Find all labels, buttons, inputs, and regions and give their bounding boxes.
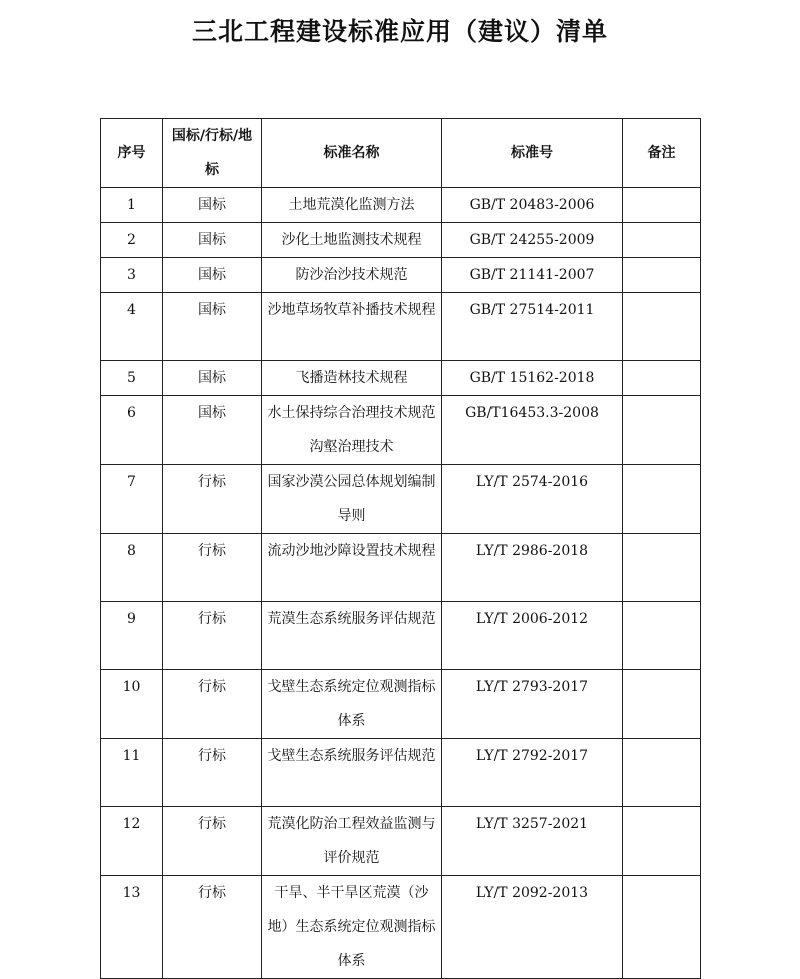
table-row: [101, 293, 701, 361]
row-standard-code: LY/T 2006-2012: [442, 602, 623, 670]
row-standard-level: 行标: [163, 602, 262, 670]
table-row: [101, 258, 701, 293]
table-row: [101, 739, 701, 807]
row-note: [623, 293, 701, 361]
row-number: 3: [101, 258, 163, 293]
row-number: 13: [101, 876, 163, 979]
row-standard-name: 流动沙地沙障设置技术规程: [262, 534, 442, 602]
row-standard-level: 国标: [163, 223, 262, 258]
table-row: [101, 807, 701, 876]
row-standard-level: 国标: [163, 396, 262, 465]
table-row: [101, 602, 701, 670]
row-standard-level: 国标: [163, 258, 262, 293]
row-standard-code: LY/T 2793-2017: [442, 670, 623, 739]
table-row: [101, 876, 701, 979]
table-row: [101, 396, 701, 465]
row-standard-level: 行标: [163, 670, 262, 739]
row-standard-code: LY/T 2986-2018: [442, 534, 623, 602]
row-standard-level: 国标: [163, 293, 262, 361]
row-standard-code: GB/T 20483-2006: [442, 188, 623, 223]
row-standard-name: 荒漠生态系统服务评估规范: [262, 602, 442, 670]
row-standard-code: GB/T 24255-2009: [442, 223, 623, 258]
table-row: [101, 534, 701, 602]
row-standard-name: 沙化土地监测技术规程: [262, 223, 442, 258]
row-number: 7: [101, 465, 163, 534]
row-standard-name: 戈壁生态系统服务评估规范: [262, 739, 442, 807]
row-number: 11: [101, 739, 163, 807]
row-standard-code: LY/T 3257-2021: [442, 807, 623, 876]
row-standard-level: 行标: [163, 807, 262, 876]
row-note: [623, 670, 701, 739]
row-standard-level: 行标: [163, 876, 262, 979]
row-standard-name: 防沙治沙技术规范: [262, 258, 442, 293]
row-number: 6: [101, 396, 163, 465]
row-standard-code: GB/T16453.3-2008: [442, 396, 623, 465]
row-number: 10: [101, 670, 163, 739]
row-note: [623, 534, 701, 602]
row-standard-name: 水土保持综合治理技术规范沟壑治理技术: [262, 396, 442, 465]
table-row: [101, 223, 701, 258]
row-number: 4: [101, 293, 163, 361]
row-number: 8: [101, 534, 163, 602]
row-note: [623, 807, 701, 876]
row-standard-level: 行标: [163, 739, 262, 807]
row-number: 2: [101, 223, 163, 258]
page-title: 三北工程建设标准应用（建议）清单: [191, 17, 608, 46]
row-number: 9: [101, 602, 163, 670]
row-standard-code: LY/T 2092-2013: [442, 876, 623, 979]
table-row: [101, 670, 701, 739]
row-note: [623, 876, 701, 979]
row-note: [623, 602, 701, 670]
row-note: [623, 361, 701, 396]
standards-table: [100, 118, 701, 979]
row-standard-level: 行标: [163, 534, 262, 602]
col-header-name: 标准名称: [262, 119, 442, 188]
row-note: [623, 188, 701, 223]
row-standard-name: 干旱、半干旱区荒漠（沙地）生态系统定位观测指标体系: [262, 876, 442, 979]
row-number: 5: [101, 361, 163, 396]
row-note: [623, 739, 701, 807]
table-row: [101, 465, 701, 534]
row-standard-code: LY/T 2574-2016: [442, 465, 623, 534]
col-header-no: 序号: [101, 119, 163, 188]
row-note: [623, 396, 701, 465]
row-standard-name: 戈壁生态系统定位观测指标体系: [262, 670, 442, 739]
row-standard-level: 国标: [163, 361, 262, 396]
row-note: [623, 258, 701, 293]
row-standard-level: 行标: [163, 465, 262, 534]
row-number: 12: [101, 807, 163, 876]
row-standard-name: 荒漠化防治工程效益监测与评价规范: [262, 807, 442, 876]
row-standard-code: GB/T 15162-2018: [442, 361, 623, 396]
row-standard-code: GB/T 27514-2011: [442, 293, 623, 361]
col-header-note: 备注: [623, 119, 701, 188]
row-standard-level: 国标: [163, 188, 262, 223]
row-standard-code: GB/T 21141-2007: [442, 258, 623, 293]
col-header-level: 国标/行标/地标: [163, 119, 262, 188]
row-standard-name: 国家沙漠公园总体规划编制导则: [262, 465, 442, 534]
table-row: [101, 188, 701, 223]
row-standard-name: 土地荒漠化监测方法: [262, 188, 442, 223]
table-row: [101, 361, 701, 396]
row-number: 1: [101, 188, 163, 223]
row-standard-name: 飞播造林技术规程: [262, 361, 442, 396]
col-header-code: 标准号: [442, 119, 623, 188]
row-standard-code: LY/T 2792-2017: [442, 739, 623, 807]
table-body: [101, 188, 701, 979]
row-note: [623, 465, 701, 534]
row-note: [623, 223, 701, 258]
table-header-row: [101, 119, 701, 188]
row-standard-name: 沙地草场牧草补播技术规程: [262, 293, 442, 361]
